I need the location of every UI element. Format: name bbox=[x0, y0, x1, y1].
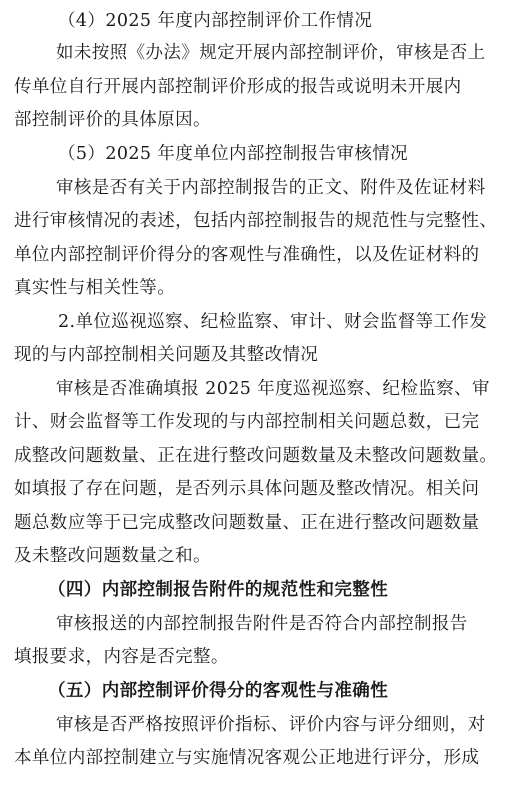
paragraph-line: 审核是否准确填报 2025 年度巡视巡察、纪检监察、审 bbox=[56, 379, 490, 399]
paragraph-line: 部控制评价的具体原因。 bbox=[14, 110, 211, 130]
paragraph-line: 审核是否有关于内部控制报告的正文、附件及佐证材料 bbox=[56, 178, 486, 198]
paragraph-line: 真实性与相关性等。 bbox=[14, 278, 176, 298]
paragraph-line: 单位内部控制评价得分的客观性与准确性，以及佐证材料的 bbox=[14, 245, 480, 265]
paragraph-line: 填报要求，内容是否完整。 bbox=[14, 647, 229, 667]
paragraph-line: 传单位自行开展内部控制评价形成的报告或说明未开展内 bbox=[14, 77, 462, 97]
paragraph-line: 计、财会监督等工作发现的与内部控制相关问题总数，已完 bbox=[14, 412, 480, 432]
paragraph-line: 如未按照《办法》规定开展内部控制评价，审核是否上 bbox=[56, 43, 486, 63]
paragraph-line: 进行审核情况的表述，包括内部控制报告的规范性与完整性、 bbox=[14, 211, 498, 231]
paragraph-line: 审核是否严格按照评价指标、评价内容与评分细则，对 bbox=[56, 715, 486, 735]
subheading-inspection-issues: 2.单位巡视巡察、纪检监察、审计、财会监督等工作发 bbox=[58, 312, 488, 332]
subheading-2025-evaluation-work: （4）2025 年度内部控制评价工作情况 bbox=[58, 11, 373, 31]
subheading-continuation: 现的与内部控制相关问题及其整改情况 bbox=[14, 345, 319, 365]
subheading-2025-report-review: （5）2025 年度单位内部控制报告审核情况 bbox=[58, 144, 409, 164]
paragraph-line: 成整改问题数量、正在进行整改问题数量及未整改问题数量。 bbox=[14, 446, 498, 466]
paragraph-line: 本单位内部控制建立与实施情况客观公正地进行评分，形成 bbox=[14, 748, 480, 768]
paragraph-line: 审核报送的内部控制报告附件是否符合内部控制报告 bbox=[56, 614, 468, 634]
paragraph-line: 及未整改问题数量之和。 bbox=[14, 546, 211, 566]
section-heading-score-objectivity: （五）内部控制评价得分的客观性与准确性 bbox=[48, 681, 389, 701]
paragraph-line: 题总数应等于已完成整改问题数量、正在进行整改问题数量 bbox=[14, 513, 480, 533]
paragraph-line: 如填报了存在问题，是否列示具体问题及整改情况。相关问 bbox=[14, 479, 480, 499]
section-heading-attachments: （四）内部控制报告附件的规范性和完整性 bbox=[48, 580, 389, 600]
